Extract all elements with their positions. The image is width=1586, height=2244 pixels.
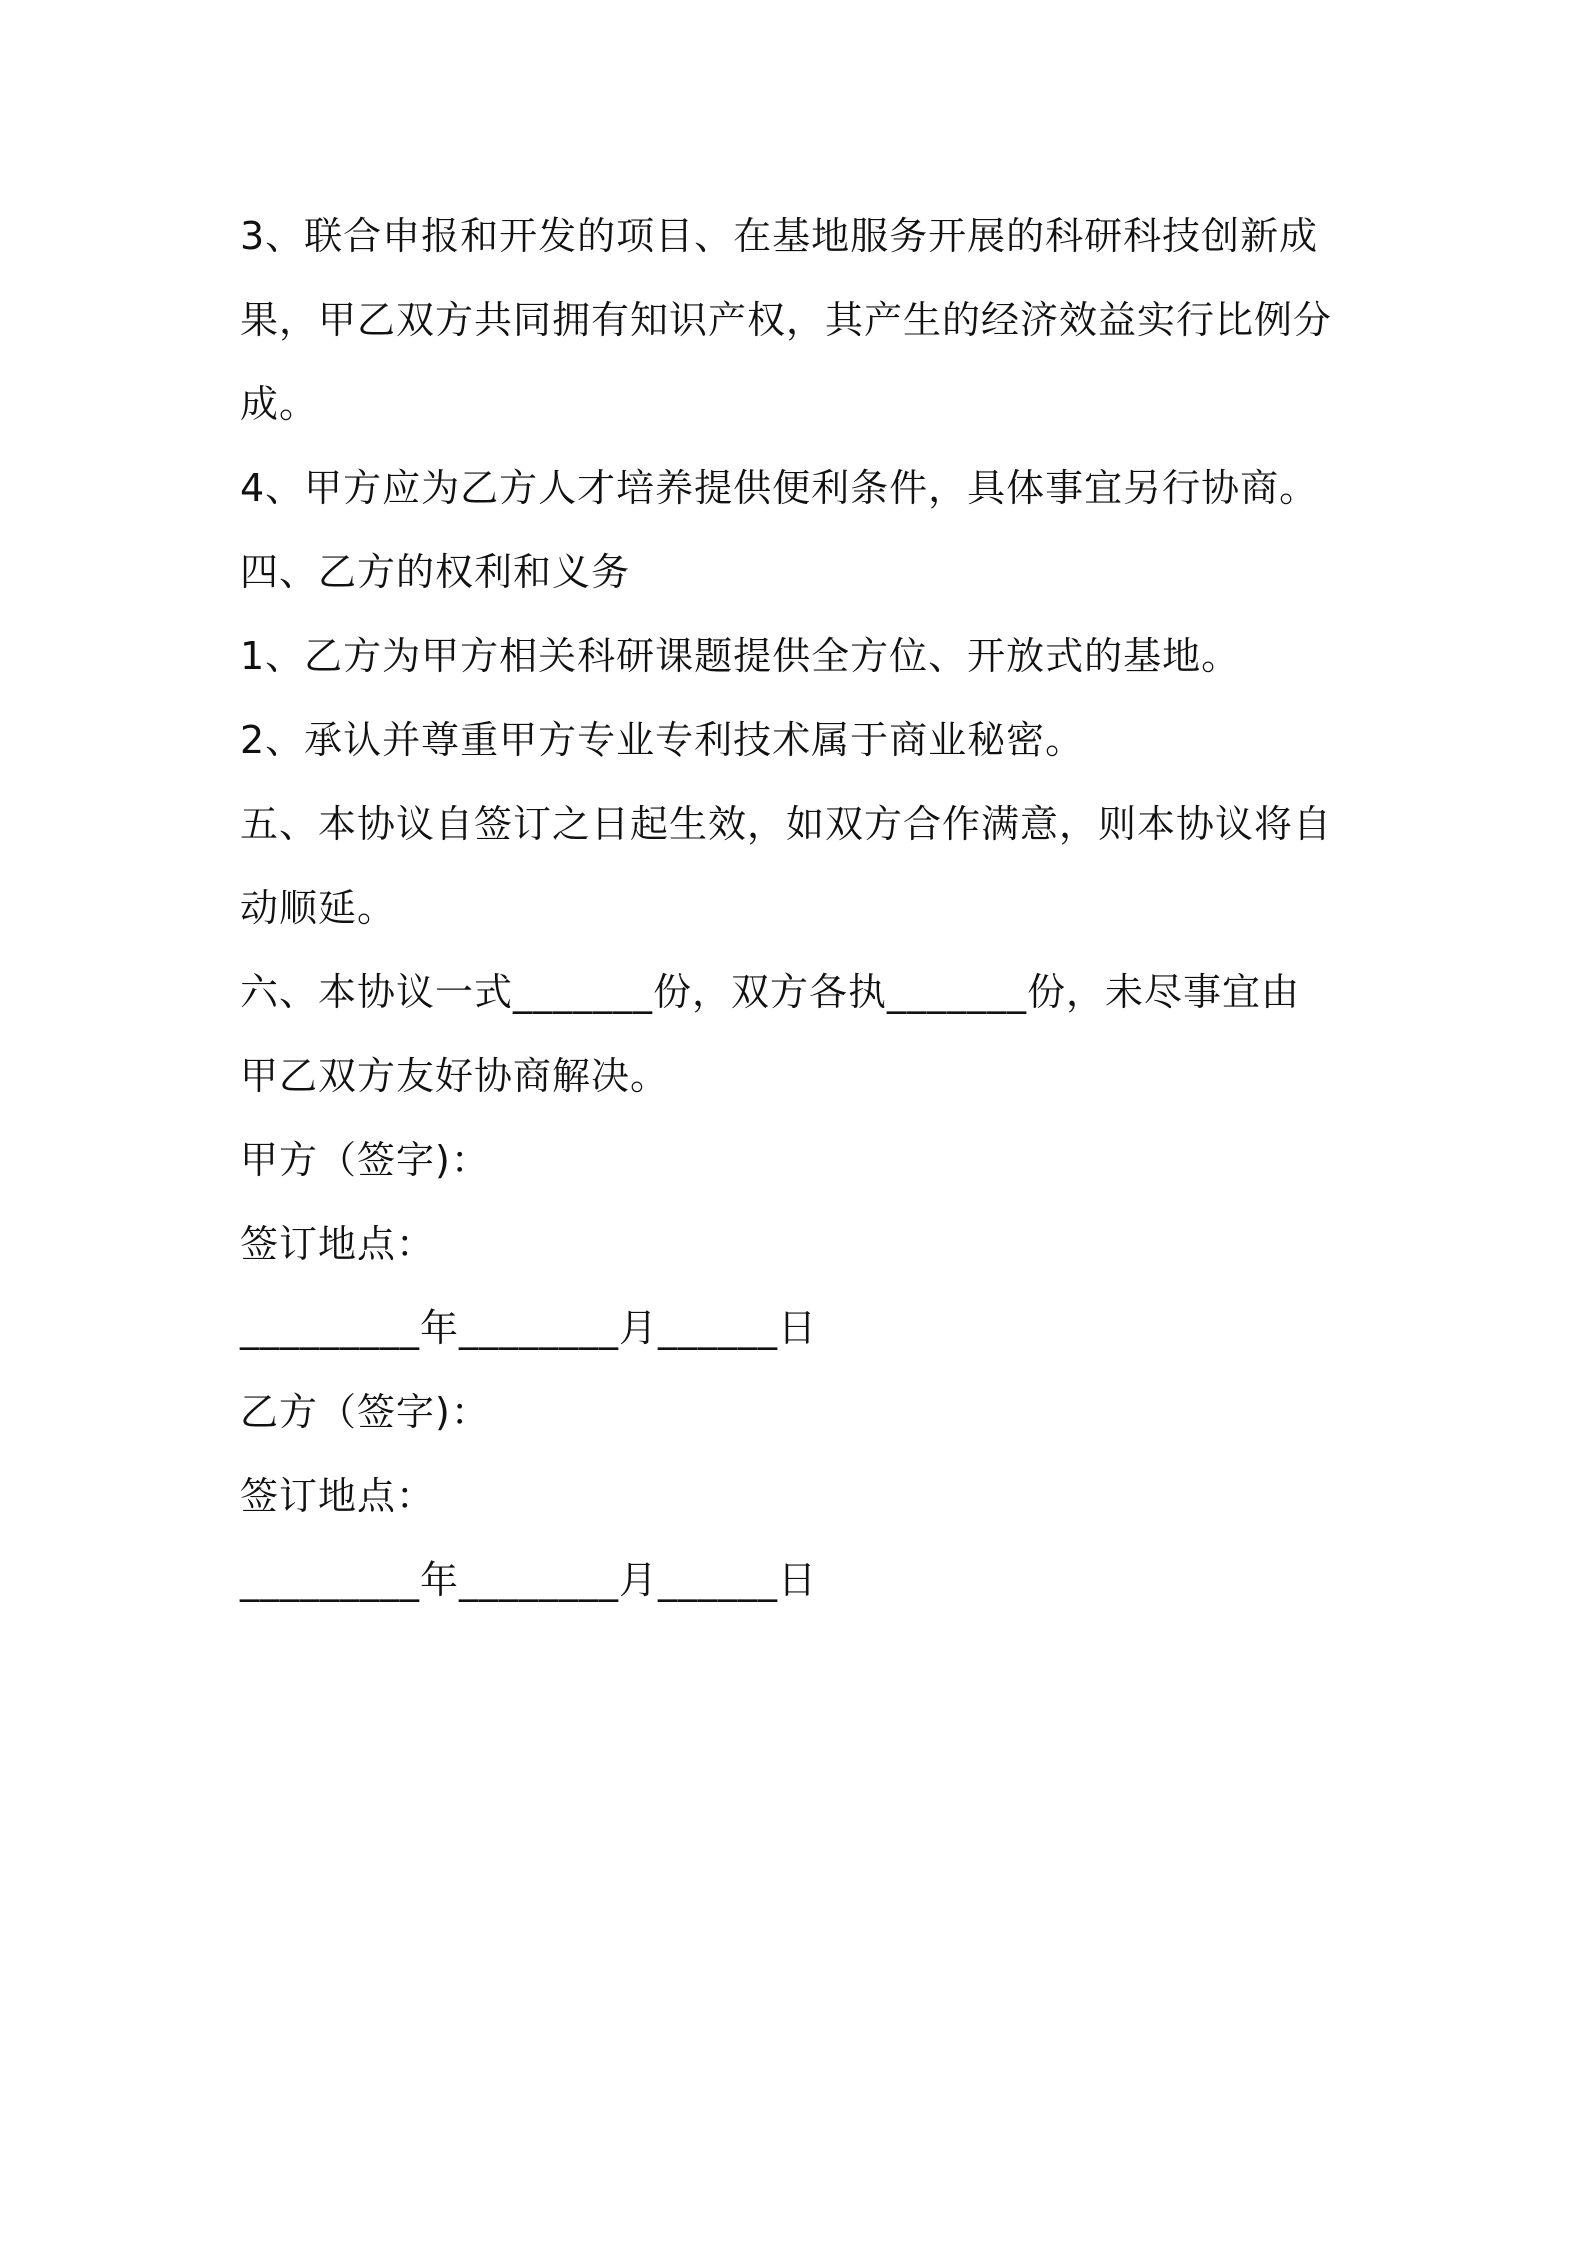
party-b-signing-place: 签订地点： bbox=[240, 1474, 436, 1518]
clause-3-line-3: 成。 bbox=[240, 382, 319, 426]
party-b-signature: 乙方（签字)： bbox=[240, 1390, 490, 1434]
party-b-clause-2: 2、承认并尊重甲方专业专利技术属于商业秘密。 bbox=[240, 718, 1085, 762]
clause-3-line-2: 果，甲乙双方共同拥有知识产权，其产生的经济效益实行比例分 bbox=[240, 298, 1333, 342]
party-b-clause-1: 1、乙方为甲方相关科研课题提供全方位、开放式的基地。 bbox=[240, 634, 1241, 678]
section-5-line-1: 五、本协议自签订之日起生效，如双方合作满意，则本协议将自 bbox=[240, 802, 1333, 846]
section-6-line-2: 甲乙双方友好协商解决。 bbox=[240, 1054, 670, 1098]
section-5-line-2: 动顺延。 bbox=[240, 886, 397, 930]
section-6-line-1: 六、本协议一式_______份，双方各执_______份，未尽事宜由 bbox=[240, 970, 1301, 1014]
section-4-heading: 四、乙方的权利和义务 bbox=[240, 550, 631, 594]
clause-4: 4、甲方应为乙方人才培养提供便利条件，具体事宜另行协商。 bbox=[240, 466, 1319, 510]
agreement-text bbox=[240, 194, 1360, 1622]
party-a-signature: 甲方（签字)： bbox=[240, 1138, 490, 1182]
clause-3-line-1: 3、联合申报和开发的项目、在基地服务开展的科研科技创新成 bbox=[240, 214, 1319, 258]
party-a-signing-place: 签订地点： bbox=[240, 1222, 436, 1266]
party-b-date: _________年________月______日 bbox=[240, 1558, 818, 1602]
party-a-date: _________年________月______日 bbox=[240, 1306, 818, 1350]
